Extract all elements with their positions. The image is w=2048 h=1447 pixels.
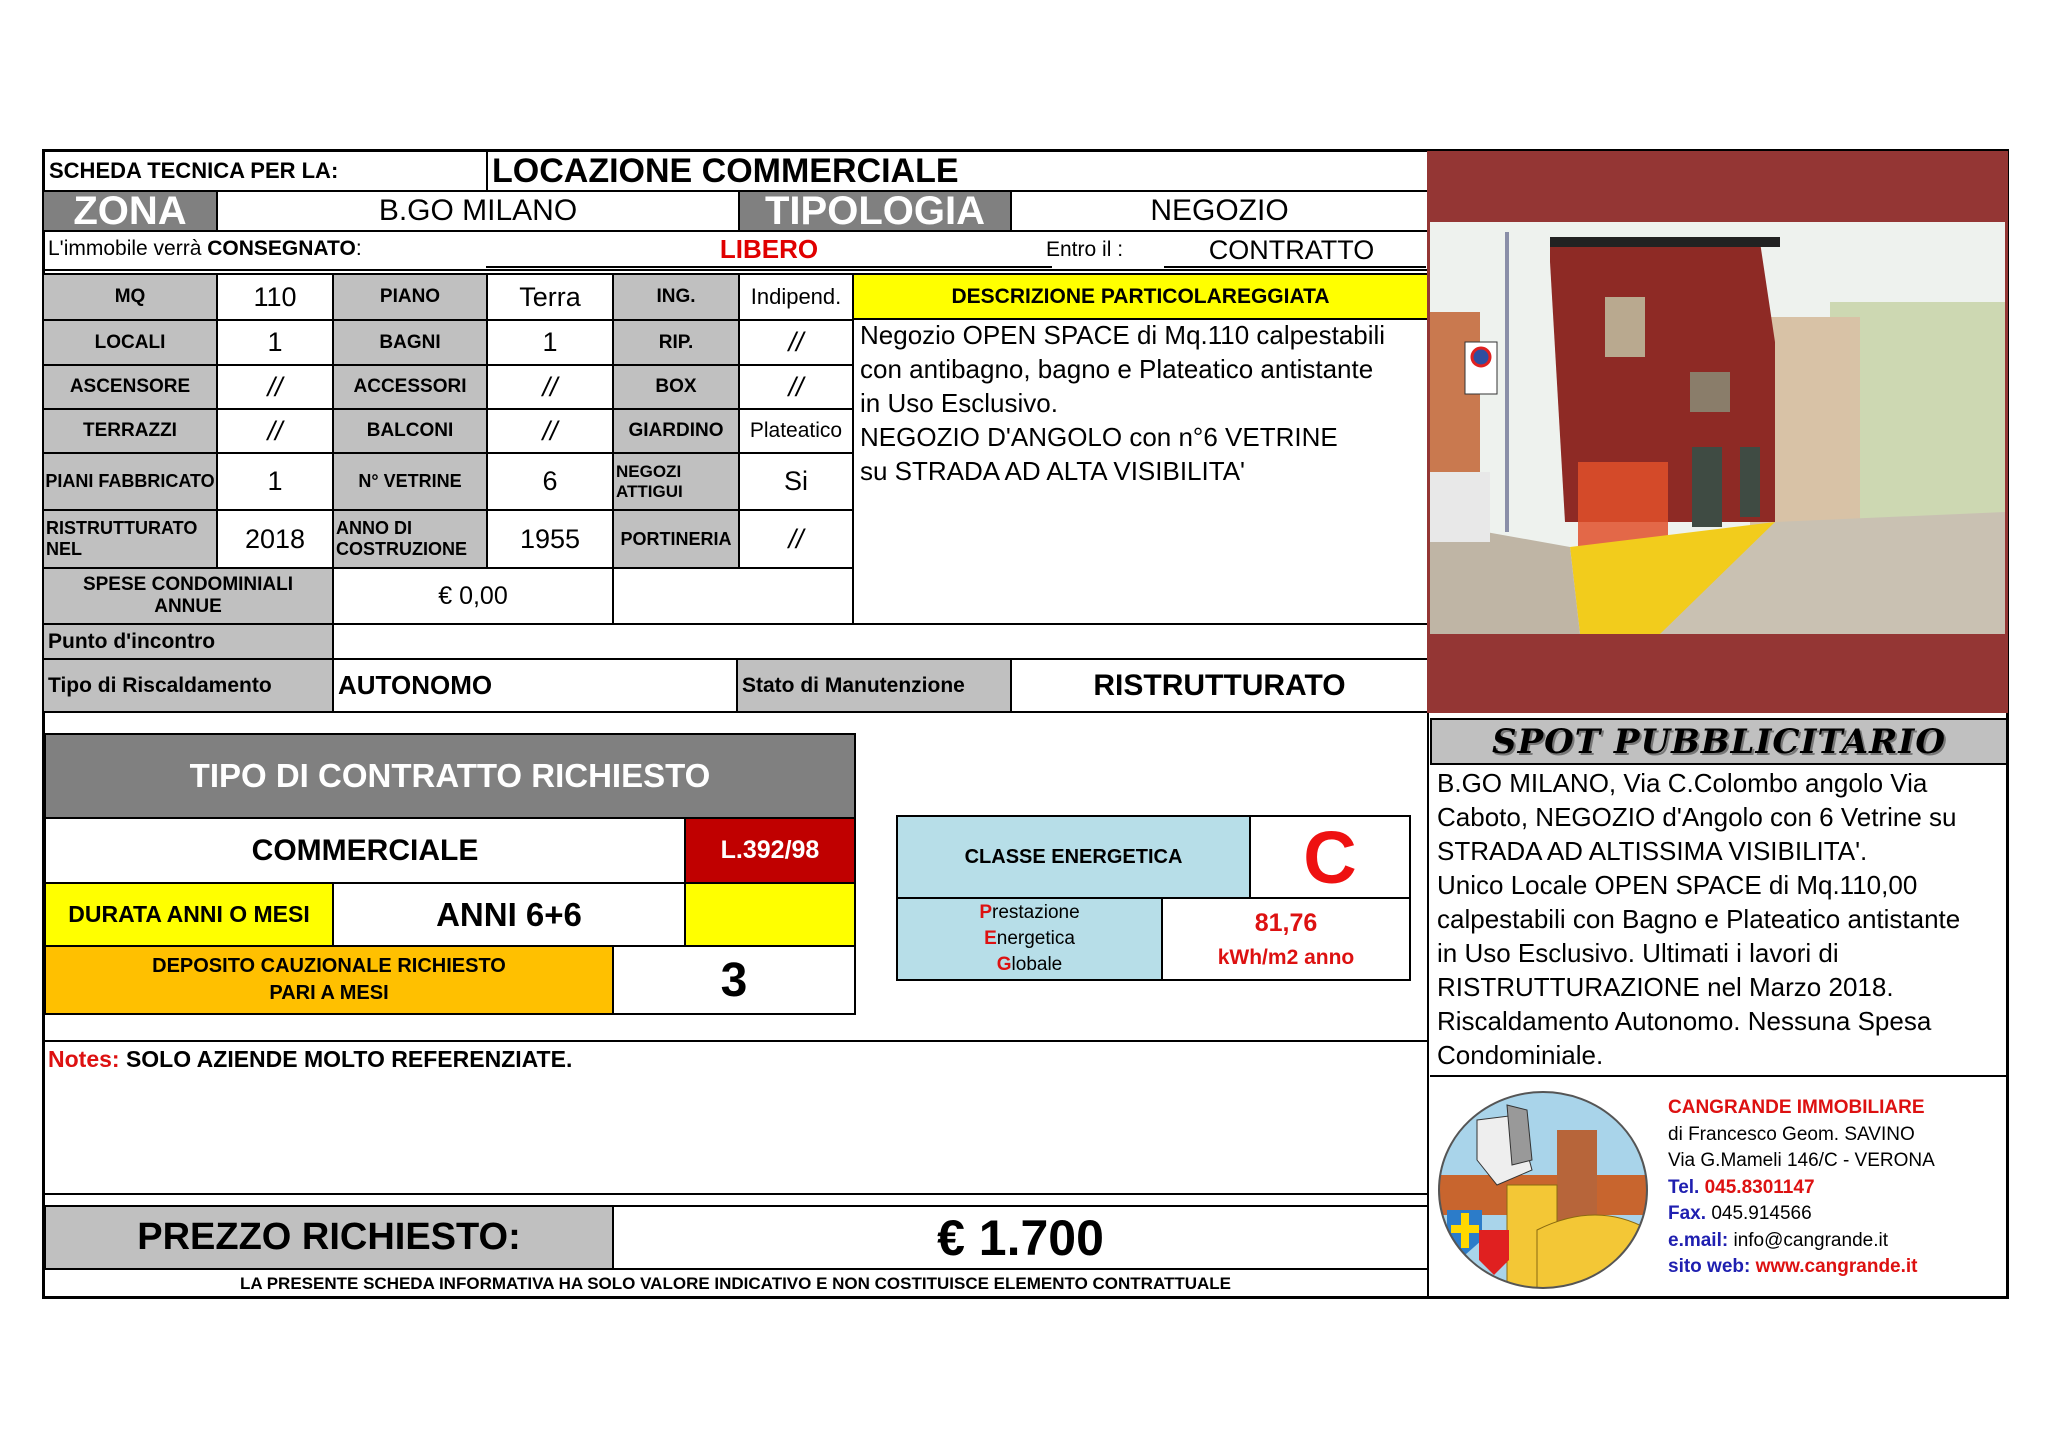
spot-title-cell <box>1430 718 2008 765</box>
grid-label-accessori: ACCESSORI <box>332 364 488 410</box>
consegnato-underline <box>486 266 1052 268</box>
zona-value: B.GO MILANO <box>378 194 578 227</box>
punto-value-cell <box>332 623 1429 660</box>
grid-value-box: // <box>738 364 854 410</box>
grid-label-giardino: GIARDINO <box>612 408 740 454</box>
agency-email[interactable]: e.mail: info@cangrande.it <box>1668 1229 1888 1251</box>
price-label: PREZZO RICHIESTO: <box>137 1216 521 1258</box>
deposito-label-cell <box>44 945 614 1015</box>
tipologia-value: NEGOZIO <box>1150 194 1289 227</box>
agency-fax: Fax. 045.914566 <box>1668 1203 1812 1224</box>
scheda-value: LOCAZIONE COMMERCIALE <box>492 151 959 190</box>
agency-tel: Tel. 045.8301147 <box>1668 1176 1815 1198</box>
grid-label-anno-costruzione: ANNO DI COSTRUZIONE <box>332 509 488 569</box>
spese-empty-cell <box>612 567 854 625</box>
consegnato-value: LIBERO <box>719 234 819 264</box>
grid-value-portineria: // <box>738 509 854 569</box>
classe-value-cell <box>1249 815 1411 899</box>
durata-label-cell <box>44 882 334 947</box>
divider <box>42 269 1429 271</box>
spot-divider <box>1430 1075 2008 1077</box>
consegnato-label: L'immobile verrà CONSEGNATO: <box>48 237 362 260</box>
scheda-label: SCHEDA TECNICA PER LA: <box>49 158 339 183</box>
grid-label-vetrine: N° VETRINE <box>332 452 488 511</box>
manutenzione-value-cell: RISTRUTTURATO <box>1010 658 1429 713</box>
grid-value-ristrutturato: 2018 <box>216 509 334 569</box>
grid-label-portineria: PORTINERIA <box>612 509 740 569</box>
riscaldamento-label-cell: Tipo di Riscaldamento <box>42 658 334 713</box>
grid-label-ristrutturato: RISTRUTTURATO NEL <box>42 509 218 569</box>
grid-value-ing: Indipend. <box>738 273 854 321</box>
tipologia-label: TIPOLOGIA <box>765 188 985 233</box>
peg-line-3: Globale <box>996 954 1063 975</box>
grid-label-balconi: BALCONI <box>332 408 488 454</box>
grid-label-bagni: BAGNI <box>332 319 488 366</box>
description-title: DESCRIZIONE PARTICOLAREGGIATA <box>951 284 1330 308</box>
deposito-label-2: PARI A MESI <box>269 982 389 1004</box>
grid-value-piano: Terra <box>486 273 614 321</box>
peg-line-2: Energetica <box>984 928 1075 949</box>
property-photo <box>1430 222 2005 634</box>
grid-label-ascensore: ASCENSORE <box>42 364 218 410</box>
grid-value-accessori: // <box>486 364 614 410</box>
grid-label-piani-fabbricato: PIANI FABBRICATO <box>42 452 218 511</box>
spese-value-cell: € 0,00 <box>332 567 614 625</box>
grid-label-negozi-attigui: NEGOZI ATTIGUI <box>612 452 740 511</box>
disclaimer-cell <box>44 1268 1429 1298</box>
deposito-value: 3 <box>720 953 748 1007</box>
peg-value-cell <box>1161 897 1411 981</box>
description-text: Negozio OPEN SPACE di Mq.110 calpestabili con antibagno, bagno e Plateatico antistante in Uso Esclusivo. NEGOZIO D'ANGOLO con n°6 VETRINE su STRADA AD ALTA VISIBILITA' <box>860 320 1386 486</box>
zona-label: ZONA <box>73 188 187 233</box>
durata-label: DURATA ANNI O MESI <box>68 901 310 927</box>
classe-label: CLASSE ENERGETICA <box>964 845 1183 868</box>
punto-label-cell: Punto d'incontro <box>42 623 334 660</box>
agency-logo <box>1437 1090 1649 1290</box>
agency-owner: di Francesco Geom. SAVINO <box>1668 1123 1915 1145</box>
agency-address: Via G.Mameli 146/C - VERONA <box>1668 1150 1935 1171</box>
peg-line-1: Prestazione <box>979 902 1080 923</box>
grid-label-locali: LOCALI <box>42 319 218 366</box>
grid-value-piani-fabbricato: 1 <box>216 452 334 511</box>
grid-label-mq: MQ <box>42 273 218 321</box>
entro-label: Entro il : <box>1046 238 1124 261</box>
durata-extra-cell <box>684 882 856 947</box>
contract-type: COMMERCIALE <box>251 833 479 867</box>
price-label-cell <box>44 1205 614 1270</box>
grid-value-terrazzi: // <box>216 408 334 454</box>
contract-law: L.392/98 <box>720 836 820 864</box>
grid-value-ascensore: // <box>216 364 334 410</box>
deposito-label-1: DEPOSITO CAUZIONALE RICHIESTO <box>152 955 506 977</box>
grid-value-anno-costruzione: 1955 <box>486 509 614 569</box>
zona-value-cell <box>216 190 740 232</box>
building-photo-icon <box>1430 222 2005 634</box>
spot-text: B.GO MILANO, Via C.Colombo angolo Via Caboto, NEGOZIO d'Angolo con 6 Vetrine su STRADA AD ALTISSIMA VISIBILITA'. Unico Locale OPEN SPACE di Mq.110,00 calpestabili con Bagno e Plateatico antistante in Uso Esclusivo. Ultimati i lavori di RISTRUTTURAZIONE nel Marzo 2018. Riscaldamento Autonomo. Nessuna Spesa Condominiale. <box>1437 768 1961 1070</box>
classe-value: C <box>1303 815 1357 899</box>
notes-line <box>44 1042 1429 1077</box>
peg-value: 81,76 <box>1254 908 1318 937</box>
deposito-value-cell <box>612 945 856 1015</box>
notes-box <box>44 1040 1429 1195</box>
agency-info <box>1668 1095 1935 1281</box>
tipologia-value-cell <box>1010 190 1429 232</box>
agency-website[interactable]: sito web: www.cangrande.it <box>1668 1256 1918 1277</box>
spese-label-cell: SPESE CONDOMINIALI ANNUE <box>42 567 334 625</box>
cangrande-logo-icon <box>1437 1090 1649 1290</box>
peg-unit: kWh/m2 anno <box>1217 945 1355 969</box>
entro-underline <box>1164 266 1426 268</box>
zona-label-cell <box>42 190 218 232</box>
contract-title-cell <box>44 733 856 819</box>
contract-type-cell <box>44 817 686 884</box>
classe-label-cell <box>896 815 1251 899</box>
agency-name: CANGRANDE IMMOBILIARE <box>1668 1097 1925 1118</box>
grid-value-giardino: Plateatico <box>738 408 854 454</box>
scheda-value-cell <box>486 149 1429 192</box>
contract-law-cell <box>684 817 856 884</box>
grid-label-box: BOX <box>612 364 740 410</box>
price-value: € 1.700 <box>937 1209 1104 1266</box>
grid-value-negozi-attigui: Si <box>738 452 854 511</box>
grid-label-rip: RIP. <box>612 319 740 366</box>
grid-value-mq: 110 <box>216 273 334 321</box>
grid-label-ing: ING. <box>612 273 740 321</box>
tipologia-label-cell <box>738 190 1012 232</box>
grid-value-balconi: // <box>486 408 614 454</box>
scheda-label-cell <box>42 149 488 192</box>
grid-label-terrazzi: TERRAZZI <box>42 408 218 454</box>
peg-label-cell <box>896 897 1163 981</box>
description-title-cell <box>852 273 1429 320</box>
notes-label: Notes: <box>48 1046 120 1072</box>
grid-value-rip: // <box>738 319 854 366</box>
manutenzione-label-cell: Stato di Manutenzione <box>736 658 1012 713</box>
durata-value-cell <box>332 882 686 947</box>
notes-text: SOLO AZIENDE MOLTO REFERENZIATE. <box>125 1046 573 1072</box>
grid-value-vetrine: 6 <box>486 452 614 511</box>
disclaimer: LA PRESENTE SCHEDA INFORMATIVA HA SOLO VALORE INDICATIVO E NON COSTITUISCE ELEMENTO CONTRATTUALE <box>239 1274 1232 1293</box>
right-column-divider <box>1427 713 1429 1299</box>
grid-value-locali: 1 <box>216 319 334 366</box>
riscaldamento-value-cell: AUTONOMO <box>332 658 738 713</box>
grid-label-piano: PIANO <box>332 273 488 321</box>
consegnato-row <box>44 230 1427 270</box>
spot-title: SPOT PUBBLICITARIO <box>1492 721 1946 762</box>
entro-value: CONTRATTO <box>1208 235 1375 265</box>
contract-title: TIPO DI CONTRATTO RICHIESTO <box>189 757 711 794</box>
grid-value-bagni: 1 <box>486 319 614 366</box>
price-value-cell <box>612 1205 1429 1270</box>
durata-value: ANNI 6+6 <box>436 895 582 933</box>
